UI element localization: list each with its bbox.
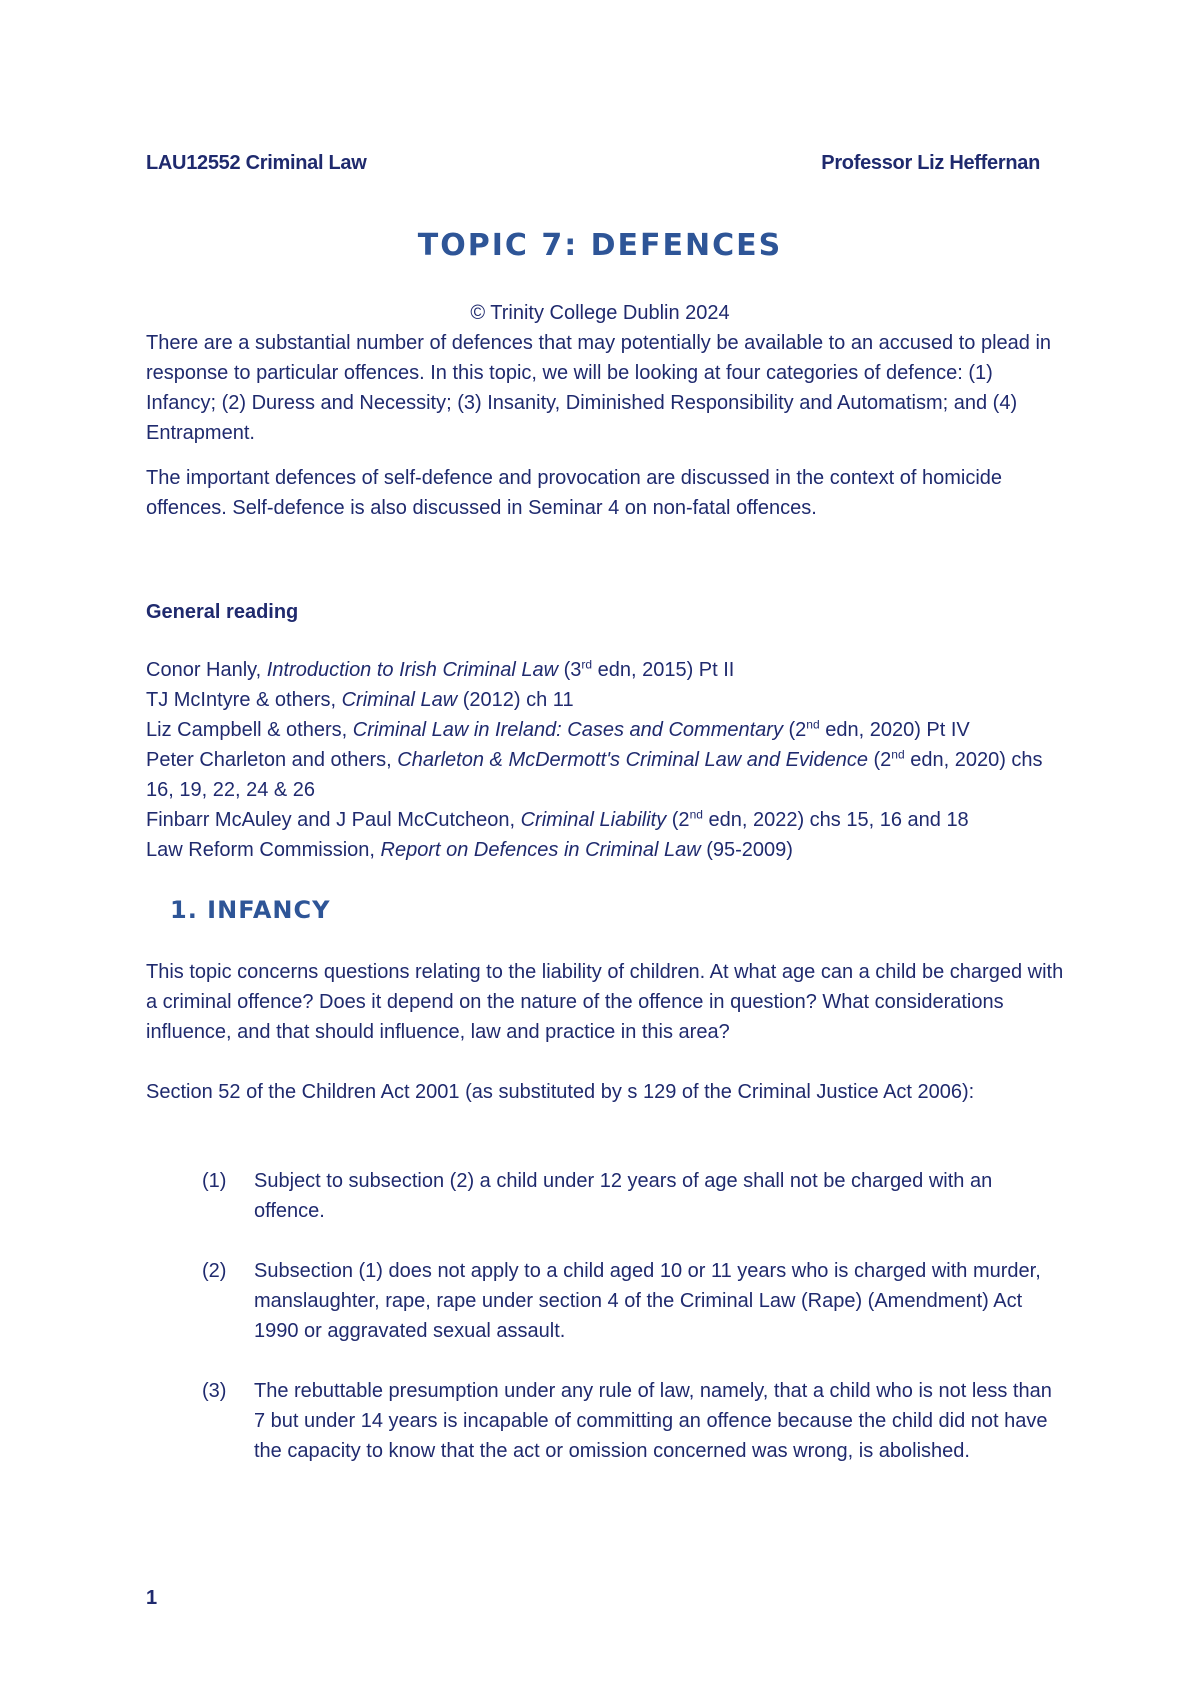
subsection-text: The rebuttable presumption under any rule of law, namely, that a child who is not less than 7 but under 14 years is incapable of committing an offence because the child did not have the capacity to know that the act or omission concerned was wrong, is abolished.	[254, 1380, 1052, 1462]
reading-item: Conor Hanly, Introduction to Irish Criminal Law (3rd edn, 2015) Pt II	[146, 657, 735, 681]
reading-title: Charleton & McDermott's Criminal Law and Evidence	[397, 749, 868, 771]
copyright-notice: © Trinity College Dublin 2024	[470, 302, 730, 324]
reading-title: Criminal Liability	[520, 809, 667, 831]
reading-item: TJ McIntyre & others, Criminal Law (2012) ch 11	[146, 689, 574, 711]
subsection-number: (1)	[202, 1170, 227, 1192]
reading-item: Finbarr McAuley and J Paul McCutcheon, Criminal Liability (2nd edn, 2022) chs 15, 16 and 18	[146, 807, 969, 831]
page-header	[146, 148, 1040, 178]
subsection-1	[202, 1166, 1062, 1226]
course-code: LAU12552 Criminal Law	[146, 152, 367, 174]
general-reading-heading: General reading	[146, 601, 299, 623]
reading-title: Criminal Law	[341, 689, 458, 711]
reading-title: Introduction to Irish Criminal Law	[266, 659, 559, 681]
intro-paragraph: There are a substantial number of defences that may potentially be available to an accused to plead in response to particular offences. In this topic, we will be looking at four categories of defence: (1) Infancy; (2) Duress and Necessity; (3) Insanity, Diminished Responsibility and Automatism; and (4) Entrapment.	[146, 332, 1052, 444]
subsection-number: (3)	[202, 1380, 227, 1402]
reading-list	[146, 655, 1066, 865]
reading-item: Peter Charleton and others, Charleton & McDermott's Criminal Law and Evidence (2nd edn, 2020) chs 16, 19, 22, 24 & 26	[146, 747, 1043, 801]
infancy-paragraph: This topic concerns questions relating to the liability of children. At what age can a child be charged with a criminal offence? Does it depend on the nature of the offence in question? What considerations influence, and that should influence, law and practice in this area?	[146, 961, 1064, 1043]
section-heading-infancy: 1. INFANCY	[170, 896, 331, 924]
subsection-text: Subsection (1) does not apply to a child aged 10 or 11 years who is charged with murder, manslaughter, rape, rape under section 4 of the Criminal Law (Rape) (Amendment) Act 1990 or aggravated sexual assault.	[254, 1260, 1041, 1342]
lecturer-name: Professor Liz Heffernan	[821, 152, 1040, 174]
subsection-text: Subject to subsection (2) a child under 12 years of age shall not be charged with an offence.	[254, 1170, 993, 1222]
page-title: TOPIC 7: DEFENCES	[417, 228, 783, 263]
reading-item: Law Reform Commission, Report on Defences in Criminal Law (95-2009)	[146, 839, 793, 861]
reading-title: Criminal Law in Ireland: Cases and Commentary	[352, 719, 783, 741]
reading-item: Liz Campbell & others, Criminal Law in Ireland: Cases and Commentary (2nd edn, 2020) Pt IV	[146, 717, 970, 741]
page-number: 1	[146, 1587, 158, 1609]
reading-title: Report on Defences in Criminal Law	[380, 839, 701, 861]
subsection-3	[202, 1376, 1062, 1466]
intro-paragraph-2: The important defences of self-defence and provocation are discussed in the context of homicide offences. Self-defence is also discussed in Seminar 4 on non-fatal offences.	[146, 467, 1003, 519]
subsection-number: (2)	[202, 1260, 227, 1282]
subsection-2	[202, 1256, 1062, 1346]
statute-intro-paragraph: Section 52 of the Children Act 2001 (as substituted by s 129 of the Criminal Justice Act 2006):	[146, 1081, 975, 1103]
